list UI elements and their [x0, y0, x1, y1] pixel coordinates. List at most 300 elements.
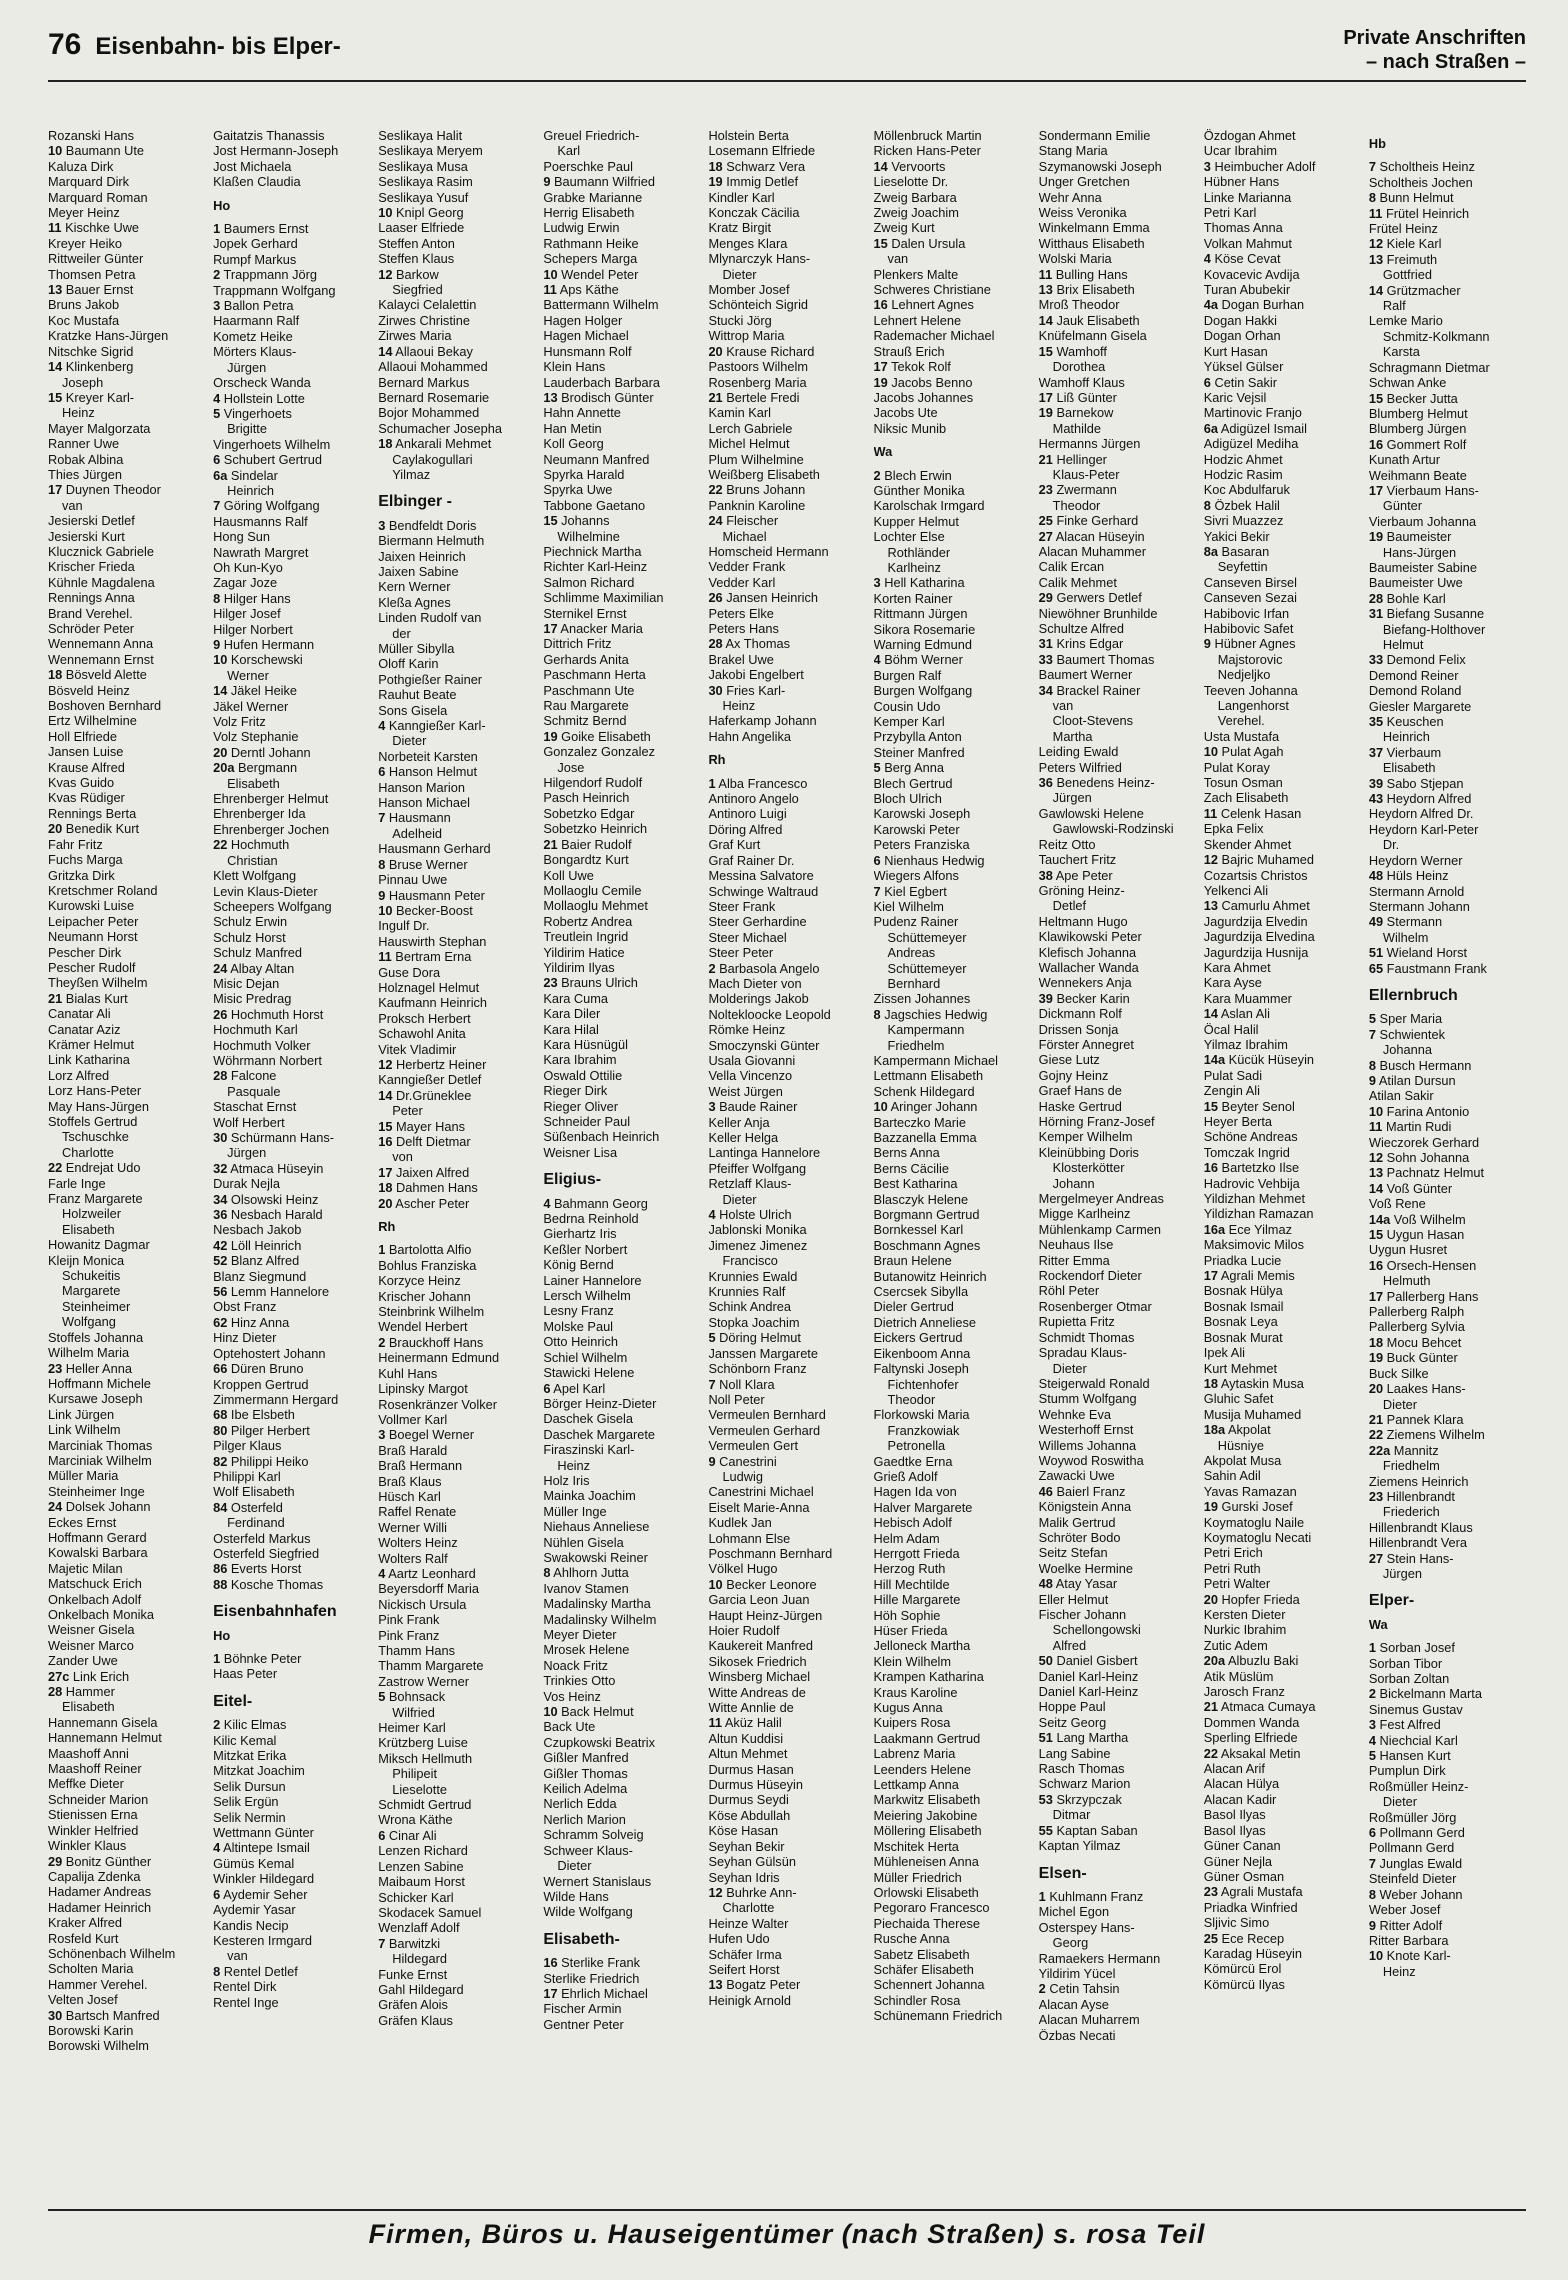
directory-entry: Tauchert Fritz: [1038, 852, 1117, 868]
directory-entry: 5 Döring Helmut: [708, 1330, 801, 1346]
district-heading: Wa: [1368, 1616, 1388, 1632]
directory-entry: 29 Gerwers Detlef: [1038, 590, 1142, 606]
directory-entry: Kara Diler: [543, 1006, 601, 1022]
directory-entry: Wolf Elisabeth: [213, 1484, 295, 1500]
directory-entry: Marquard Dirk: [48, 174, 130, 190]
directory-entry: Rupietta Fritz: [1038, 1314, 1115, 1330]
directory-entry: Mschitek Herta: [873, 1838, 959, 1854]
directory-entry: van: [62, 497, 83, 513]
directory-entry: Holstein Berta: [708, 128, 789, 143]
directory-entry: Mitzkat Joachim: [213, 1763, 305, 1779]
directory-entry: Jaixen Sabine: [378, 563, 459, 579]
directory-entry: Hodzic Ahmet: [1203, 451, 1283, 467]
directory-entry: Winsberg Michael: [708, 1669, 811, 1685]
directory-entry: 12 Buhrke Ann-: [708, 1884, 797, 1900]
directory-entry: 17 Liß Günter: [1038, 389, 1117, 405]
directory-entry: Kleijn Monica: [48, 1252, 125, 1268]
directory-entry: Steer Michael: [708, 929, 787, 945]
directory-entry: Hadrovic Vehbija: [1203, 1175, 1300, 1191]
directory-entry: 19 Goike Elisabeth: [543, 728, 651, 744]
street-heading: Elper-: [1368, 1592, 1415, 1610]
directory-entry: Martinovic Franjo: [1203, 405, 1302, 421]
directory-entry: 10 Back Helmut: [543, 1704, 634, 1720]
directory-entry: Bongardtz Kurt: [543, 852, 629, 868]
section-title-line-1: Private Anschriften: [1343, 27, 1526, 49]
directory-entry: Hoffmann Michele: [48, 1375, 151, 1391]
directory-entry: Stienissen Erna: [48, 1807, 138, 1823]
directory-entry: Warning Edmund: [873, 637, 972, 652]
directory-entry: Zweig Kurt: [873, 220, 935, 236]
directory-entry: Sikosek Friedrich: [708, 1653, 807, 1669]
directory-entry: Otto Heinrich: [543, 1334, 619, 1350]
directory-entry: Frütel Heinz: [1368, 221, 1438, 237]
directory-entry: 16 Gommert Rolf: [1368, 436, 1467, 452]
directory-entry: Klett Wolfgang: [213, 868, 297, 884]
directory-entry: 39 Sabo Stjepan: [1368, 775, 1464, 791]
directory-entry: Haupt Heinz-Jürgen: [708, 1607, 823, 1623]
directory-entry: Ferdinand: [227, 1515, 285, 1531]
directory-entry: Biermann Helmuth: [378, 533, 485, 549]
directory-entry: 36 Nesbach Harald: [213, 1207, 323, 1223]
directory-entry: Schneider Marion: [48, 1791, 149, 1807]
directory-entry: 7 Göring Wolfgang: [213, 498, 320, 514]
directory-entry: Jagurdzija Husnija: [1203, 944, 1309, 960]
directory-entry: 8 Weber Johann: [1368, 1886, 1463, 1902]
directory-entry: Steinbrink Wilhelm: [378, 1304, 485, 1320]
directory-entry: Eickers Gertrud: [873, 1330, 963, 1346]
directory-entry: Zutic Adem: [1203, 1637, 1268, 1653]
directory-entry: Retzlaff Klaus-: [708, 1176, 792, 1192]
directory-entry: Plenkers Malte: [873, 266, 959, 282]
directory-entry: Knüfelmann Gisela: [1038, 328, 1147, 344]
directory-entry: Seifert Horst: [708, 1961, 780, 1977]
directory-entry: 23 Zwermann: [1038, 482, 1117, 498]
directory-entry: Jagurdzija Elvedina: [1203, 929, 1315, 945]
directory-entry: 5 Bohnsack: [378, 1689, 446, 1705]
directory-entry: Lieselotte Dr.: [873, 174, 949, 190]
directory-entry: Antinoro Luigi: [708, 806, 787, 822]
directory-entry: Zissen Johannes: [873, 991, 971, 1007]
directory-entry: Kara Ibrahim: [543, 1052, 617, 1068]
directory-entry: Helm Adam: [873, 1530, 940, 1546]
directory-entry: Markwitz Elisabeth: [873, 1792, 981, 1808]
directory-entry: Kaufmann Heinrich: [378, 995, 488, 1011]
directory-entry: Salmon Richard: [543, 574, 635, 590]
directory-entry: Weihmann Beate: [1368, 467, 1467, 483]
directory-entry: Paschmann Herta: [543, 667, 646, 683]
directory-entry: Peters Franziska: [873, 837, 970, 853]
directory-entry: Kandis Necip: [213, 1917, 289, 1933]
directory-entry: Back Ute: [543, 1719, 596, 1735]
directory-entry: Stang Maria: [1038, 143, 1108, 159]
directory-entry: Lohmann Else: [708, 1530, 791, 1546]
directory-entry: Börger Heinz-Dieter: [543, 1395, 657, 1411]
directory-entry: Nurkic Ibrahim: [1203, 1622, 1287, 1638]
directory-entry: Tabbone Gaetano: [543, 497, 646, 513]
directory-entry: Kugus Anna: [873, 1700, 943, 1716]
directory-entry: 21 Atmaca Cumaya: [1203, 1699, 1316, 1715]
directory-entry: 15 Johanns: [543, 513, 610, 529]
directory-entry: 18 Dahmen Hans: [378, 1180, 478, 1196]
directory-entry: Yilmaz Ibrahim: [1203, 1036, 1288, 1052]
directory-entry: Blumberg Helmut: [1368, 405, 1468, 421]
directory-entry: Hebisch Adolf: [873, 1515, 952, 1531]
directory-entry: Haas Peter: [213, 1666, 278, 1682]
directory-entry: Alacan Arif: [1203, 1761, 1265, 1777]
directory-entry: 24 Fleischer: [708, 513, 779, 529]
directory-entry: Hong Sun: [213, 529, 271, 545]
directory-entry: Schennert Johanna: [873, 1977, 985, 1993]
directory-entry: Lieselotte: [392, 1781, 447, 1797]
directory-entry: Petri Erich: [1203, 1545, 1263, 1561]
directory-entry: 49 Stermann: [1368, 914, 1443, 930]
directory-entry: Stoffels Johanna: [48, 1329, 144, 1345]
directory-entry: Müller Sibylla: [378, 641, 455, 656]
directory-entry: Stawicki Helene: [543, 1365, 635, 1381]
directory-entry: Jost Hermann-Joseph: [213, 143, 339, 159]
directory-entry: 4a Dogan Burhan: [1203, 297, 1305, 313]
directory-entry: Biefang-Holthover: [1382, 621, 1486, 637]
directory-entry: Peters Wilfried: [1038, 759, 1122, 775]
directory-entry: 13 Pachnatz Helmut: [1368, 1165, 1485, 1181]
directory-entry: 20 Laakes Hans-: [1368, 1381, 1466, 1397]
directory-entry: Yildizhan Mehmet: [1203, 1191, 1306, 1207]
directory-entry: Wieczorek Gerhard: [1368, 1134, 1480, 1150]
directory-entry: 2 Brauckhoff Hans: [378, 1334, 484, 1350]
directory-entry: Rau Margarete: [543, 698, 629, 714]
directory-entry: Ipek Ali: [1203, 1345, 1246, 1361]
directory-entry: Kunath Artur: [1368, 452, 1441, 468]
directory-entry: Charlotte: [62, 1144, 114, 1160]
directory-entry: Wilfried: [392, 1704, 435, 1720]
directory-entry: 3 Boegel Werner: [378, 1427, 475, 1443]
directory-entry: Vella Vincenzo: [708, 1068, 793, 1084]
directory-entry: Ritter Barbara: [1368, 1932, 1449, 1948]
directory-entry: Onkelbach Monika: [48, 1607, 154, 1622]
directory-entry: Dieter: [1382, 1396, 1418, 1412]
directory-entry: Robak Albina: [48, 451, 124, 467]
directory-entry: Link Jürgen: [48, 1406, 115, 1422]
directory-entry: Orlowski Elisabeth: [873, 1884, 979, 1900]
directory-entry: Jablonski Monika: [708, 1222, 807, 1238]
directory-entry: 20 Derntl Johann: [213, 744, 311, 760]
directory-entry: Maksimovic Milos: [1203, 1237, 1305, 1253]
directory-entry: Richter Karl-Heinz: [543, 559, 648, 575]
directory-entry: Witte Andreas de: [708, 1684, 806, 1700]
directory-entry: Spyrka Harald: [543, 466, 625, 482]
directory-entry: Seslikaya Meryem: [378, 143, 483, 159]
directory-entry: Weisner Marco: [48, 1637, 134, 1653]
directory-entry: Schünemann Friedrich: [873, 2008, 1003, 2024]
directory-entry: Christian: [227, 852, 278, 868]
directory-entry: Karl: [557, 143, 581, 159]
directory-entry: Öcal Halil: [1203, 1021, 1259, 1037]
directory-entry: Karowski Joseph: [873, 806, 971, 822]
directory-entry: 2 Bickelmann Marta: [1368, 1686, 1482, 1702]
directory-entry: Kraus Karoline: [873, 1684, 958, 1700]
directory-entry: 23 Hillenbrandt: [1368, 1488, 1455, 1504]
directory-entry: Gräfen Klaus: [378, 2012, 453, 2028]
directory-entry: Klein Wilhelm: [873, 1653, 952, 1669]
directory-entry: Friederich: [1382, 1504, 1440, 1520]
directory-entry: 10 Becker-Boost: [378, 902, 473, 918]
directory-entry: Yildizhan Ramazan: [1203, 1206, 1314, 1222]
directory-entry: 4 Holste Ulrich: [708, 1207, 792, 1223]
directory-entry: Sobetzko Edgar: [543, 805, 635, 821]
directory-entry: Dickmann Rolf: [1038, 1006, 1122, 1022]
district-heading: Wa: [873, 444, 893, 460]
directory-entry: Schmitz Bernd: [543, 713, 627, 729]
directory-entry: Baumert Werner: [1038, 667, 1133, 683]
directory-entry: Wittrop Maria: [708, 328, 785, 344]
directory-entry: Roßmüller Heinz-: [1368, 1778, 1469, 1794]
directory-entry: 11 Bertram Erna: [378, 949, 472, 965]
directory-entry: 10 Knote Karl-: [1368, 1948, 1451, 1964]
directory-entry: Wolters Heinz: [378, 1535, 458, 1551]
directory-entry: Levin Klaus-Dieter: [213, 883, 318, 899]
directory-entry: Schink Andrea: [708, 1299, 791, 1315]
directory-entry: Neumann Manfred: [543, 451, 650, 467]
directory-entry: Smoczynski Günter: [708, 1037, 820, 1053]
directory-entry: 7 Barwitzki: [378, 1935, 441, 1951]
directory-entry: Hagen Michael: [543, 328, 629, 344]
directory-entry: Elisabeth: [62, 1221, 115, 1237]
directory-entry: Niksic Munib: [873, 420, 947, 436]
directory-entry: 16 Bartetzko Ilse: [1203, 1160, 1300, 1176]
directory-entry: Klawikowski Peter: [1038, 929, 1142, 945]
directory-entry: 86 Everts Horst: [213, 1561, 302, 1577]
directory-entry: Keller Helga: [708, 1130, 779, 1145]
directory-entry: 4 Köse Cevat: [1203, 251, 1281, 267]
directory-entry: Wilhelmine: [557, 528, 620, 544]
directory-entry: 48 Atay Yasar: [1038, 1576, 1118, 1592]
directory-entry: Priadka Winfried: [1203, 1899, 1298, 1915]
directory-entry: 11 Celenk Hasan: [1203, 805, 1302, 821]
directory-entry: Dorothea: [1052, 359, 1106, 375]
directory-entry: Kvas Rüdiger: [48, 790, 125, 806]
directory-entry: Panknin Karoline: [708, 497, 806, 513]
directory-entry: Hille Margarete: [873, 1592, 961, 1608]
directory-entry: Treutlein Ingrid: [543, 929, 629, 945]
directory-entry: Rittweiler Günter: [48, 251, 144, 267]
directory-entry: Dieler Gertrud: [873, 1299, 954, 1315]
directory-entry: Gluhic Safet: [1203, 1391, 1274, 1407]
directory-entry: Obst Franz: [213, 1299, 277, 1315]
directory-entry: 21 Pannek Klara: [1368, 1411, 1464, 1427]
directory-entry: 19 Barnekow: [1038, 405, 1114, 421]
directory-entry: 26 Jansen Heinrich: [708, 590, 818, 606]
directory-entry: 8 Rentel Detlef: [213, 1963, 298, 1979]
directory-entry: Schultze Alfred: [1038, 621, 1125, 636]
directory-entry: Momber Josef: [708, 282, 790, 298]
directory-entry: Volkan Mahmut: [1203, 235, 1292, 251]
directory-entry: Kara Hüsnügül: [543, 1036, 628, 1052]
directory-entry: Aydemir Yasar: [213, 1902, 296, 1918]
directory-entry: Seslikaya Halit: [378, 128, 463, 143]
directory-entry: Bohlus Franziska: [378, 1257, 477, 1273]
directory-entry: Rauhut Beate: [378, 687, 457, 703]
directory-entry: Uygun Husret: [1368, 1242, 1448, 1258]
directory-entry: 6 Cetin Sakir: [1203, 374, 1278, 390]
directory-entry: Möllering Elisabeth: [873, 1823, 982, 1839]
directory-entry: Koymatoglu Naile: [1203, 1514, 1305, 1530]
directory-entry: 2 Cetin Tahsin: [1038, 1981, 1120, 1997]
directory-entry: Rosenberg Maria: [708, 374, 807, 390]
directory-entry: Sorban Zoltan: [1368, 1671, 1450, 1686]
directory-entry: 4 Bahmann Georg: [543, 1195, 648, 1211]
directory-entry: 37 Vierbaum: [1368, 744, 1442, 760]
directory-entry: Steffen Klaus: [378, 251, 455, 267]
directory-entry: 88 Kosche Thomas: [213, 1576, 324, 1592]
directory-entry: Dogan Orhan: [1203, 328, 1281, 344]
directory-entry: Stermann Arnold: [1368, 883, 1465, 899]
directory-entry: Krämer Helmut: [48, 1036, 135, 1052]
directory-entry: 31 Krins Edgar: [1038, 636, 1124, 652]
directory-entry: 27c Link Erich: [48, 1668, 130, 1684]
directory-entry: Matschuck Erich: [48, 1576, 142, 1592]
directory-entry: Werner: [227, 667, 269, 683]
directory-entry: Lemke Mario: [1368, 313, 1443, 329]
directory-entry: Berns Cäcilie: [873, 1160, 949, 1176]
directory-entry: Schmidt Gertrud: [378, 1797, 472, 1813]
directory-entry: Koll Georg: [543, 436, 604, 452]
directory-entry: Brand Verehel.: [48, 605, 133, 621]
directory-entry: Durmus Hüseyin: [708, 1777, 804, 1793]
directory-entry: Hagen Holger: [543, 312, 623, 328]
directory-entry: Lipinsky Margot: [378, 1381, 468, 1397]
directory-entry: Hausmann Gerhard: [378, 841, 491, 857]
directory-entry: Oswald Ottilie: [543, 1067, 623, 1083]
directory-entry: Atilan Sakir: [1368, 1088, 1434, 1104]
directory-entry: 6 Pollmann Gerd: [1368, 1825, 1465, 1841]
directory-entry: Yavas Ramazan: [1203, 1483, 1297, 1499]
street-heading: Ellernbruch: [1368, 986, 1458, 1004]
district-heading: Hb: [1368, 136, 1386, 151]
directory-entry: 34 Olsowski Heinz: [213, 1191, 319, 1207]
directory-entry: 1 Alba Francesco: [708, 775, 808, 791]
directory-entry: 46 Baierl Franz: [1038, 1483, 1126, 1499]
directory-entry: Ertz Wilhelmine: [48, 713, 137, 729]
directory-entry: Krause Alfred: [48, 759, 125, 775]
directory-entry: Steinheimer Inge: [48, 1483, 145, 1499]
directory-entry: Witte Annlie de: [708, 1700, 794, 1716]
directory-entry: Schindler Rosa: [873, 1992, 961, 2008]
directory-entry: Petri Karl: [1203, 205, 1257, 221]
directory-entry: Neuhaus Ilse: [1038, 1237, 1114, 1253]
directory-entry: Madalinsky Wilhelm: [543, 1611, 657, 1627]
directory-entry: Schwinge Waltraud: [708, 883, 819, 899]
directory-entry: Kömürcü Erol: [1203, 1961, 1282, 1977]
directory-entry: Atik Müslüm: [1203, 1668, 1274, 1684]
directory-entry: Vierbaum Johanna: [1368, 513, 1477, 529]
directory-entry: Stoffels Gertrud: [48, 1114, 138, 1129]
directory-entry: Roßmüller Jörg: [1368, 1809, 1457, 1825]
directory-entry: Homscheid Hermann: [708, 543, 829, 559]
directory-entry: Mollaoglu Cemile: [543, 882, 642, 898]
directory-entry: 8 Jagschies Hedwig: [873, 1006, 988, 1022]
directory-entry: Schröder Peter: [48, 621, 135, 636]
directory-entry: 6 Cinar Ali: [378, 1827, 437, 1843]
directory-entry: Antinoro Angelo: [708, 791, 799, 807]
directory-entry: Helmut: [1382, 637, 1424, 652]
directory-entry: Losemann Elfriede: [708, 143, 816, 159]
directory-entry: Heydorn Karl-Peter: [1368, 821, 1479, 837]
directory-entry: Detlef: [1052, 898, 1087, 914]
directory-entry: Pinnau Uwe: [378, 872, 448, 888]
directory-entry: Pallerberg Sylvia: [1368, 1319, 1465, 1335]
directory-entry: Cloot-Stevens: [1052, 713, 1134, 729]
directory-entry: Höh Sophie: [873, 1607, 941, 1623]
directory-entry: Bernhard: [887, 975, 941, 991]
directory-entry: Mühleneisen Anna: [873, 1854, 979, 1870]
directory-entry: Koc Abdulfaruk: [1203, 482, 1290, 498]
directory-entry: Wehr Anna: [1038, 189, 1102, 205]
directory-entry: Calik Ercan: [1038, 559, 1105, 575]
directory-entry: Brakel Uwe: [708, 651, 774, 667]
directory-entry: Borowski Wilhelm: [48, 2038, 149, 2054]
directory-entry: Rasch Thomas: [1038, 1761, 1125, 1777]
directory-entry: Schwan Anke: [1368, 375, 1447, 391]
directory-entry: 4 Niechcial Karl: [1368, 1732, 1458, 1748]
directory-entry: Sahin Adil: [1203, 1468, 1261, 1484]
directory-entry: Blanz Siegmund: [213, 1268, 307, 1284]
directory-entry: Calik Mehmet: [1038, 574, 1117, 590]
directory-entry: Ehrenberger Jochen: [213, 821, 330, 837]
directory-entry: Charlotte: [722, 1900, 775, 1916]
directory-entry: Skender Ahmet: [1203, 836, 1292, 852]
directory-entry: 14a Kücük Hüseyin: [1203, 1052, 1315, 1068]
directory-entry: Florkowski Maria: [873, 1407, 970, 1423]
directory-entry: 25 Finke Gerhard: [1038, 513, 1139, 529]
directory-entry: Köse Abdullah: [708, 1807, 791, 1823]
directory-entry: Spyrka Uwe: [543, 482, 613, 498]
directory-entry: Heinrich: [1382, 729, 1430, 745]
directory-entry: Theodor: [887, 1391, 936, 1407]
directory-column-1: [48, 128, 205, 2204]
directory-entry: Schiel Wilhelm: [543, 1349, 628, 1365]
directory-entry: Karsta: [1382, 344, 1420, 360]
directory-entry: Völkel Hugo: [708, 1561, 778, 1577]
directory-entry: Peter: [392, 1103, 423, 1119]
directory-entry: Sondermann Emilie: [1038, 128, 1151, 143]
directory-entry: Jacobs Ute: [873, 405, 938, 421]
directory-entry: Meyer Heinz: [48, 205, 120, 221]
directory-entry: Lenzen Richard: [378, 1843, 468, 1859]
directory-entry: Sobetzko Heinrich: [543, 821, 648, 837]
directory-entry: Steer Gerhardine: [708, 914, 807, 930]
directory-entry: Trappmann Wolfgang: [213, 282, 336, 298]
directory-entry: Proksch Herbert: [378, 1010, 471, 1026]
directory-entry: Pasquale: [227, 1083, 281, 1099]
directory-entry: Vollmer Karl: [378, 1411, 448, 1427]
directory-entry: 14 Jauk Elisabeth: [1038, 312, 1140, 328]
directory-entry: Dieter: [722, 1191, 757, 1207]
directory-entry: Steinheimer: [62, 1298, 131, 1314]
directory-entry: Labrenz Maria: [873, 1746, 956, 1762]
directory-entry: Zimmermann Hergard: [213, 1391, 339, 1407]
directory-entry: Rumpf Markus: [213, 251, 297, 267]
directory-entry: Hinz Dieter: [213, 1330, 277, 1346]
directory-entry: 7 Junglas Ewald: [1368, 1855, 1463, 1871]
directory-entry: 3 Ballon Petra: [213, 298, 294, 314]
directory-entry: Zweig Barbara: [873, 189, 957, 205]
directory-entry: Misic Dejan: [213, 975, 280, 991]
directory-entry: Jakobi Engelbert: [708, 667, 804, 683]
directory-entry: Habibovic Irfan: [1203, 605, 1290, 621]
directory-entry: Weisner Lisa: [543, 1144, 618, 1160]
directory-entry: Schweres Christiane: [873, 282, 991, 298]
directory-entry: Müller Maria: [48, 1468, 119, 1484]
